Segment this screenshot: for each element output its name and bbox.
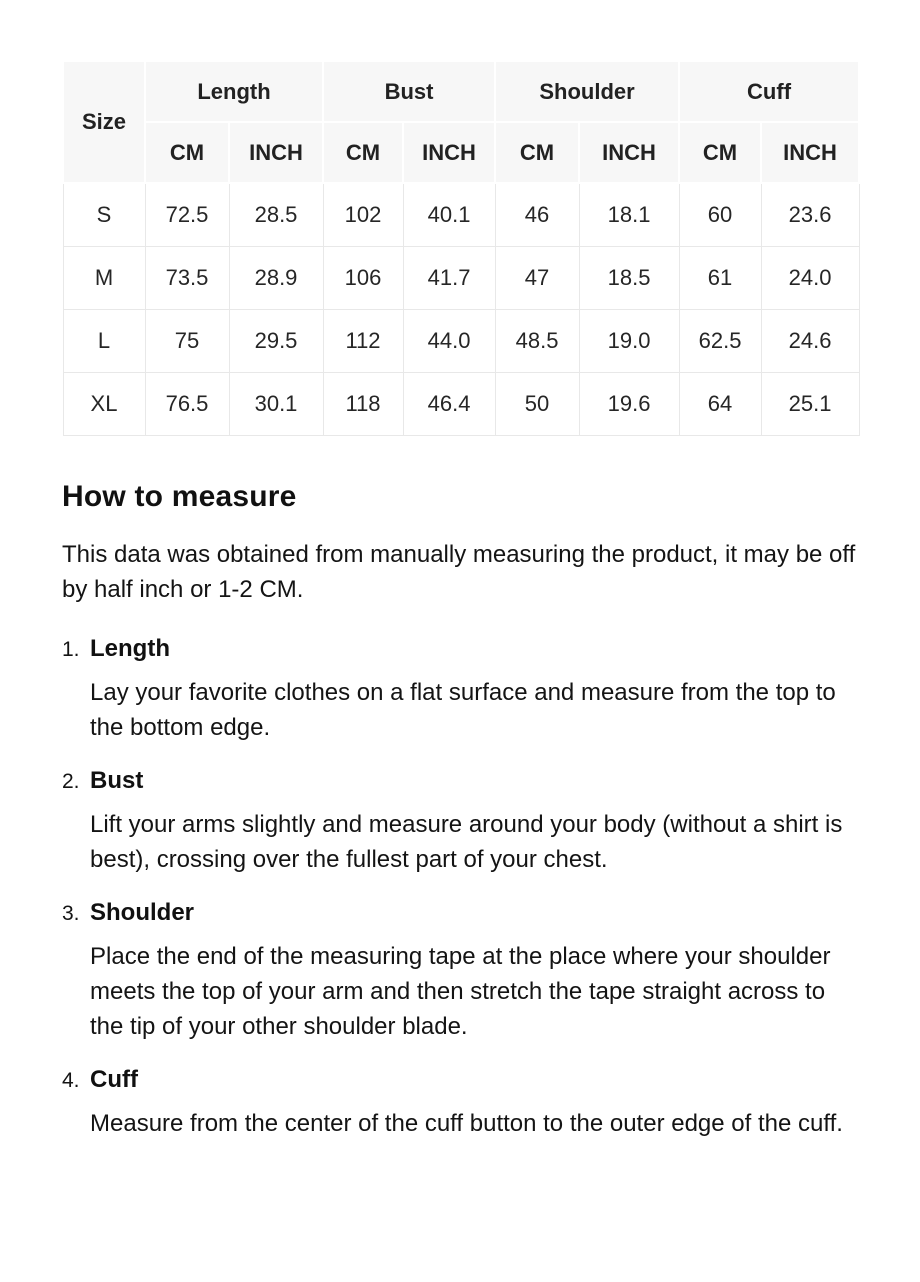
value-cell: 75 xyxy=(145,309,229,372)
value-cell: 25.1 xyxy=(761,372,859,435)
size-cell: S xyxy=(63,183,145,246)
value-cell: 112 xyxy=(323,309,403,372)
value-cell: 76.5 xyxy=(145,372,229,435)
value-cell: 47 xyxy=(495,246,579,309)
size-chart-table xyxy=(62,60,860,436)
value-cell: 61 xyxy=(679,246,761,309)
step-description: Measure from the center of the cuff button to the outer edge of the cuff. xyxy=(90,1109,843,1137)
value-cell: 40.1 xyxy=(403,183,495,246)
step-heading xyxy=(62,1066,858,1094)
unit-header: CM xyxy=(679,122,761,183)
step-description: Lay your favorite clothes on a flat surface and measure from the top to the bottom edge. xyxy=(90,678,836,741)
value-cell: 24.0 xyxy=(761,246,859,309)
unit-header: INCH xyxy=(761,122,859,183)
value-cell: 19.0 xyxy=(579,309,679,372)
value-cell: 73.5 xyxy=(145,246,229,309)
value-cell: 30.1 xyxy=(229,372,323,435)
value-cell: 18.5 xyxy=(579,246,679,309)
bust-group-header: Bust xyxy=(323,61,495,122)
step-number: 3. xyxy=(62,901,80,925)
value-cell: 64 xyxy=(679,372,761,435)
value-cell: 60 xyxy=(679,183,761,246)
value-cell: 18.1 xyxy=(579,183,679,246)
cuff-group-header: Cuff xyxy=(679,61,859,122)
value-cell: 28.9 xyxy=(229,246,323,309)
how-to-measure-heading: How to measure xyxy=(62,479,297,513)
list-item xyxy=(62,635,858,745)
unit-header: INCH xyxy=(403,122,495,183)
value-cell: 102 xyxy=(323,183,403,246)
unit-header: CM xyxy=(495,122,579,183)
list-item xyxy=(62,1066,858,1141)
unit-header: CM xyxy=(323,122,403,183)
measure-steps-list xyxy=(62,635,858,1141)
step-heading xyxy=(62,635,858,663)
list-item xyxy=(62,767,858,877)
step-heading xyxy=(62,767,858,795)
unit-header: INCH xyxy=(229,122,323,183)
list-item xyxy=(62,899,858,1044)
size-cell: L xyxy=(63,309,145,372)
value-cell: 48.5 xyxy=(495,309,579,372)
step-title: Shoulder xyxy=(90,898,195,926)
size-chart-body xyxy=(63,183,859,435)
header-unit-row xyxy=(63,122,859,183)
value-cell: 50 xyxy=(495,372,579,435)
size-column-header: Size xyxy=(63,61,145,183)
value-cell: 106 xyxy=(323,246,403,309)
step-title: Cuff xyxy=(90,1065,138,1093)
table-row xyxy=(63,309,859,372)
measure-disclaimer-text: This data was obtained from manually measuring the product, it may be off by half inch or 1-2 CM. xyxy=(62,540,856,603)
value-cell: 23.6 xyxy=(761,183,859,246)
step-heading xyxy=(62,899,858,927)
table-row xyxy=(63,183,859,246)
step-title: Length xyxy=(90,634,170,662)
value-cell: 46.4 xyxy=(403,372,495,435)
step-description: Lift your arms slightly and measure around your body (without a shirt is best), crossing over the fullest part of your chest. xyxy=(90,810,843,873)
value-cell: 62.5 xyxy=(679,309,761,372)
value-cell: 28.5 xyxy=(229,183,323,246)
shoulder-group-header: Shoulder xyxy=(495,61,679,122)
value-cell: 19.6 xyxy=(579,372,679,435)
value-cell: 72.5 xyxy=(145,183,229,246)
header-group-row xyxy=(63,61,859,122)
value-cell: 24.6 xyxy=(761,309,859,372)
table-row xyxy=(63,246,859,309)
value-cell: 44.0 xyxy=(403,309,495,372)
size-chart-header xyxy=(63,61,859,183)
step-number: 1. xyxy=(62,637,80,661)
step-number: 2. xyxy=(62,769,80,793)
size-cell: M xyxy=(63,246,145,309)
value-cell: 29.5 xyxy=(229,309,323,372)
value-cell: 41.7 xyxy=(403,246,495,309)
table-row xyxy=(63,372,859,435)
length-group-header: Length xyxy=(145,61,323,122)
value-cell: 118 xyxy=(323,372,403,435)
step-number: 4. xyxy=(62,1068,80,1092)
value-cell: 46 xyxy=(495,183,579,246)
unit-header: INCH xyxy=(579,122,679,183)
unit-header: CM xyxy=(145,122,229,183)
size-cell: XL xyxy=(63,372,145,435)
step-title: Bust xyxy=(90,766,144,794)
step-description: Place the end of the measuring tape at the place where your shoulder meets the top of your arm and then stretch the tape straight across to the tip of your other shoulder blade. xyxy=(90,942,831,1040)
